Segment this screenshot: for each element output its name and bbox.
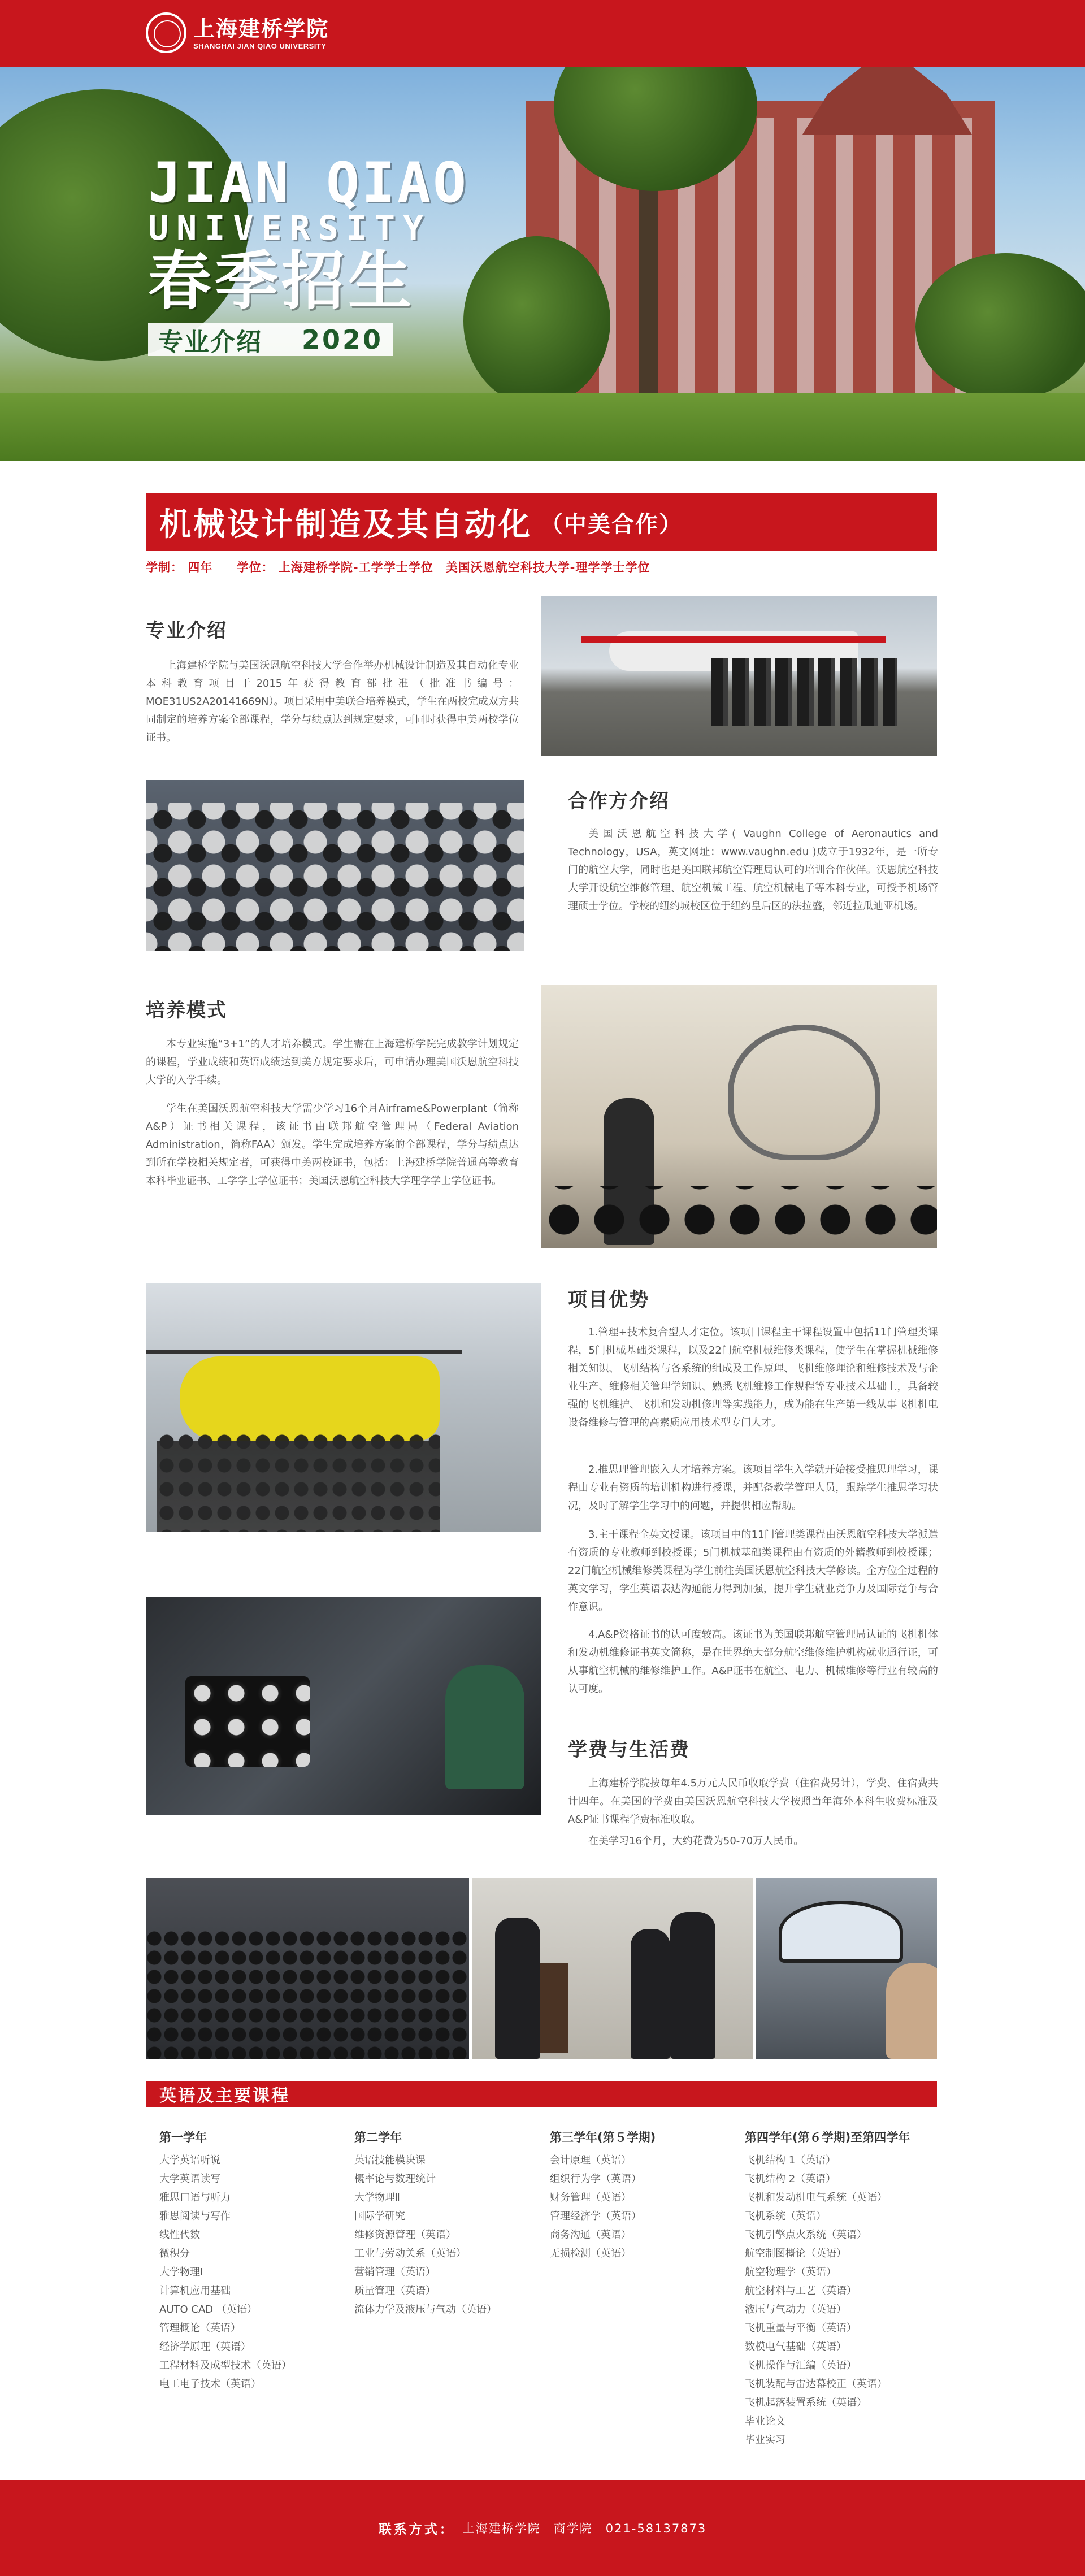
- course-column-title: 第二学年: [354, 2131, 402, 2144]
- university-seal-icon: [146, 12, 186, 53]
- logo-chinese-name: 上海建桥学院: [193, 15, 329, 41]
- university-logo[interactable]: [146, 12, 329, 53]
- course-item: 商务沟通（英语）: [550, 2229, 631, 2241]
- yellow-helicopter-group-photo: [146, 1283, 541, 1532]
- course-item: 大学物理Ⅰ: [159, 2266, 203, 2278]
- course-column-title: 第四学年(第６学期)至第四学年: [745, 2131, 910, 2144]
- course-item: 飞机结构 2（英语）: [745, 2173, 836, 2185]
- contact-label: 联系方式：: [378, 2522, 455, 2537]
- course-item: 大学英语读写: [159, 2173, 220, 2185]
- contact-footer: [0, 2480, 1085, 2576]
- program-title-bar: [146, 493, 937, 551]
- program-degree: 学位： 上海建桥学院-工学学士学位 美国沃恩航空科技大学-理学学士学位: [236, 561, 650, 574]
- course-item: 飞机起落装置系统（英语）: [745, 2397, 867, 2409]
- course-item: 飞机和发动机电气系统（英语）: [745, 2192, 887, 2204]
- flight-simulator-photo: [756, 1878, 937, 2059]
- course-item: 线性代数: [159, 2229, 200, 2241]
- course-item: 微积分: [159, 2248, 190, 2260]
- course-column-year-4: [745, 2128, 937, 2449]
- course-item: 组织行为学（英语）: [550, 2173, 641, 2185]
- helicopter-lecture-photo: [541, 985, 937, 1248]
- hero-banner: [0, 67, 1085, 461]
- tree-right-image: [915, 253, 1085, 400]
- course-item: 管理概论（英语）: [159, 2322, 241, 2334]
- advantages-paragraph-3: 3.主干课程全英文授课。该项目中的11门管理类课程由沃恩航空科技大学派遣有资质的专业教师到校授课；5门机械基础类课程由有资质的外籍教师到校授课；22门航空机械维修类课程为学生前往美国沃恩航空科技大学修读。全方位全过程的英文学习，学生英语表达沟通能力得到加强，提升学生就业竞争力及国际竞争与合作意识。: [568, 1529, 938, 1613]
- top-header-bar: [0, 0, 1085, 67]
- course-item: 大学英语听说: [159, 2154, 220, 2166]
- course-column-title: 第三学年(第５学期): [550, 2131, 656, 2144]
- course-item: 流体力学及液压与气动（英语）: [354, 2304, 497, 2315]
- course-column-title: 第一学年: [159, 2131, 207, 2144]
- fees-paragraph-2: 在美学习16个月，大约花费为50-70万人民币。: [588, 1835, 804, 1847]
- course-item: 雅思阅读与写作: [159, 2210, 231, 2222]
- course-item: 飞机重量与平衡（英语）: [745, 2322, 857, 2334]
- course-item: 英语技能模块课: [354, 2154, 426, 2166]
- course-item: 航空制图概论（英语）: [745, 2248, 847, 2260]
- course-item: 飞机引擎点火系统（英语）: [745, 2229, 867, 2241]
- course-item: 经济学原理（英语）: [159, 2341, 251, 2353]
- course-item: 飞机操作与汇编（英语）: [745, 2360, 857, 2371]
- course-item: 国际学研究: [354, 2210, 405, 2222]
- advantages-paragraph-4: 4.A&P资格证书的认可度较高。该证书为美国联邦航空管理局认证的飞机机体和发动机维修证书英文简称，是在世界绝大部分航空维修维护机构就业通行证，可从事航空机械的维修维护工作。A&P证书在航空、电力、机械维修等行业有较高的认可度。: [568, 1629, 938, 1695]
- cockpit-instruction-photo: [146, 1597, 541, 1815]
- course-item: 会计原理（英语）: [550, 2154, 631, 2166]
- program-title: 机械设计制造及其自动化: [159, 506, 532, 543]
- course-item: 无损检测（英语）: [550, 2248, 631, 2260]
- fees-heading: 学费与生活费: [568, 1738, 690, 1761]
- program-tag: （中美合作）: [540, 511, 683, 537]
- hero-subtitle-badge: [148, 323, 393, 356]
- advantages-paragraph-1: 1.管理+技术复合型人才定位。该项目课程主干课程设置中包括11门管理类课程，5门机械基础类课程，以及22门航空机械维修类课程，使学生在掌握机械维修相关知识、飞机结构与各系统的组成及工作原理、飞机维修理论和维修技术及与企业生产、维修相关管理学知识、熟悉飞机维修工作规程等专业技术基础上，具备较强的飞机维护、飞机和发动机修理等实践能力，成为能在生产第一线从事飞机机电设备维修与管理的高素质应用技术型专门人才。: [568, 1326, 938, 1429]
- hero-subtitle: 专业介绍: [158, 328, 262, 357]
- tree-trunk-image: [639, 151, 658, 423]
- partner-paragraph: 美国沃恩航空科技大学( Vaughn College of Aeronautics and Technology，USA，英文网址：www.vaughn.edu )成立于1932年，是一所专门的航空大学，同时也是美国联邦航空管理局认可的培训合作伙伴。沃恩航空科技大学开设航空维修管理、航空机械工程、航空机械电子等本科专业，可授予机场管理硕士学位。学校的纽约城校区位于纽约皇后区的法拉盛，邻近拉瓜迪亚机场。: [568, 828, 938, 912]
- students-group-photo: [146, 1878, 469, 2059]
- hero-title-chinese: 春季招生: [148, 245, 415, 318]
- course-column-year-1: [159, 2128, 351, 2393]
- intro-paragraph: 上海建桥学院与美国沃恩航空科技大学合作举办机械设计制造及其自动化专业本科教育项目于2015年获得教育部批准（批准书编号：MOE31US2A20141669N）。项目采用中美联合培养模式，学生在两校完成双方共同制定的培养方案全部课程，学分与绩点达到规定要求，可同时获得中美两校学位证书。: [146, 660, 519, 744]
- courses-heading-bar: 英语及主要课程: [146, 2081, 937, 2107]
- building-gable-image: [802, 67, 972, 135]
- course-item: 维修资源管理（英语）: [354, 2229, 456, 2241]
- training-paragraph-1: 本专业实施“3+1”的人才培养模式。学生需在上海建桥学院完成教学计划规定的课程，学业成绩和英语成绩达到美方规定要求后，可申请办理美国沃恩航空科技大学的入学手续。: [146, 1038, 519, 1086]
- advantages-heading: 项目优势: [568, 1289, 649, 1311]
- advantages-paragraph-2: 2.推思理管理嵌入人才培养方案。该项目学生入学就开始接受推思理学习，课程由专业有资质的培训机构进行授课，并配备教学管理人员，跟踪学生推思学习状况，及时了解学生学习中的问题，并提供相应帮助。: [568, 1464, 938, 1512]
- tree-middle-image: [463, 236, 610, 406]
- course-item: 工程材料及成型技术（英语）: [159, 2360, 292, 2371]
- course-item: 雅思口语与听力: [159, 2192, 231, 2204]
- course-item: 计算机应用基础: [159, 2285, 231, 2297]
- training-heading: 培养模式: [146, 999, 227, 1022]
- course-item: 电工电子技术（英语）: [159, 2378, 261, 2390]
- course-item: 飞机结构 1（英语）: [745, 2154, 836, 2166]
- course-item: 营销管理（英语）: [354, 2266, 436, 2278]
- course-item: 毕业论文: [745, 2415, 785, 2427]
- course-item: 毕业实习: [745, 2434, 785, 2446]
- course-column-year-2: [354, 2128, 546, 2319]
- course-item: 质量管理（英语）: [354, 2285, 436, 2297]
- contact-info: 上海建桥学院 商学院 021-58137873: [462, 2522, 707, 2535]
- fees-paragraph-1: 上海建桥学院按每年4.5万元人民币收取学费（住宿费另计），学费、住宿费共计四年。在美国的学费由美国沃恩航空科技大学按照当年海外本科生收费标准及A&P证书课程学费标准收取。: [568, 1777, 938, 1825]
- training-paragraph-2: 学生在美国沃恩航空科技大学需少学习16个月Airframe&Powerplant（简称A&P）证书相关课程，该证书由联邦航空管理局（Federal Aviation Administration，简称FAA）颁发。学生完成培养方案的全部课程，学分与绩点达到所在学校相关规定者，可获得中美两校证书，包括：上海建桥学院普通高等教育本科毕业证书、工学学士学位证书；美国沃恩航空科技大学理学学士学位证书。: [146, 1103, 519, 1187]
- hero-year: 2020: [302, 324, 384, 355]
- course-item: 工业与劳动关系（英语）: [354, 2248, 466, 2260]
- course-item: 飞机系统（英语）: [745, 2210, 826, 2222]
- course-item: AUTO CAD （英语）: [159, 2304, 257, 2315]
- course-column-year-3: [550, 2128, 742, 2263]
- signing-ceremony-photo: [472, 1878, 753, 2059]
- students-classroom-photo: [146, 780, 524, 951]
- course-item: 数模电气基础（英语）: [745, 2341, 847, 2353]
- course-item: 航空物理学（英语）: [745, 2266, 836, 2278]
- intro-heading: 专业介绍: [146, 619, 227, 642]
- program-duration: 学制： 四年: [146, 561, 213, 574]
- partner-heading: 合作方介绍: [568, 790, 670, 813]
- aircraft-group-photo: [541, 596, 937, 756]
- hero-title-english-1: JIAN QIAO: [148, 151, 469, 215]
- hero-title-english-2: UNIVERSITY: [148, 209, 432, 248]
- logo-english-name: SHANGHAI JIAN QIAO UNIVERSITY: [193, 41, 327, 50]
- lawn-image: [0, 393, 1085, 461]
- course-item: 财务管理（英语）: [550, 2192, 631, 2204]
- course-item: 飞机装配与雷达幕校正（英语）: [745, 2378, 887, 2390]
- hero-title-block: [148, 151, 469, 357]
- course-item: 大学物理Ⅱ: [354, 2192, 400, 2204]
- course-item: 液压与气动力（英语）: [745, 2304, 847, 2315]
- course-item: 管理经济学（英语）: [550, 2210, 641, 2222]
- program-meta: [146, 558, 669, 575]
- course-item: 概率论与数理统计: [354, 2173, 436, 2185]
- course-item: 航空材料与工艺（英语）: [745, 2285, 857, 2297]
